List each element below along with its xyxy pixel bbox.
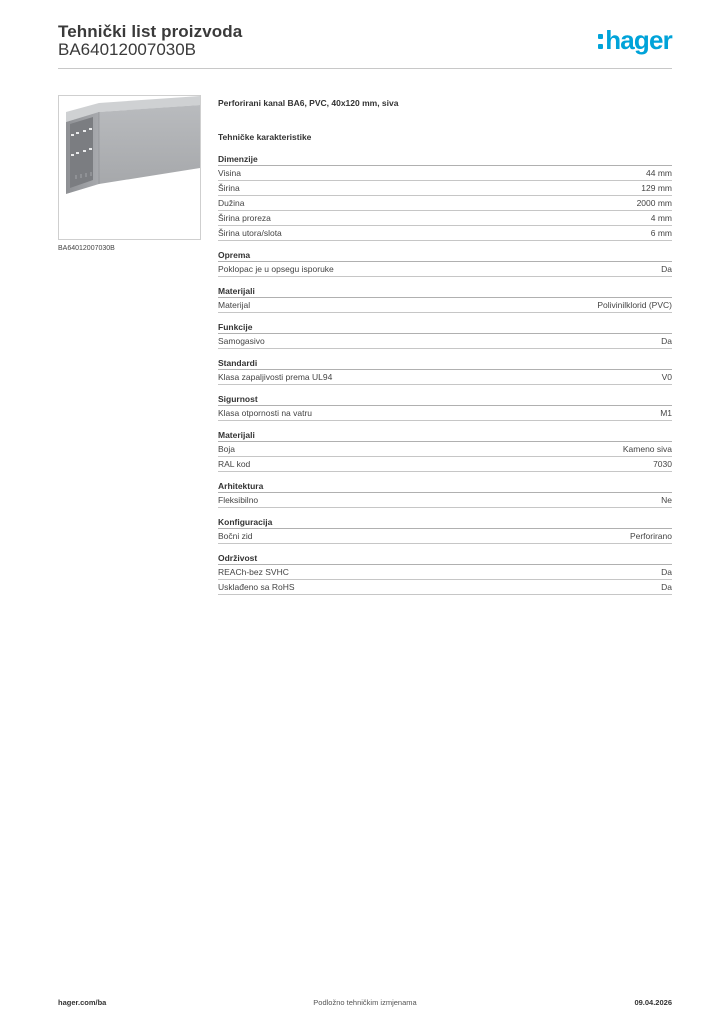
section-heading: Tehničke karakteristike <box>218 132 312 142</box>
spec-label: Širina <box>218 183 240 193</box>
page-footer <box>58 998 672 1010</box>
spec-value: Da <box>661 567 672 577</box>
spec-value: 4 mm <box>650 213 672 223</box>
logo-text: hager <box>605 25 672 55</box>
spec-value: Polivinilklorid (PVC) <box>597 300 672 310</box>
spec-row <box>218 565 672 580</box>
spec-label: REACh-bez SVHC <box>218 567 289 577</box>
logo-dots-icon <box>598 34 604 50</box>
spec-value: Da <box>661 336 672 346</box>
spec-row <box>218 529 672 544</box>
product-name: Perforirani kanal BA6, PVC, 40x120 mm, siva <box>218 98 399 108</box>
spec-group <box>218 249 672 277</box>
spec-value: Da <box>661 264 672 274</box>
spec-value: 44 mm <box>646 168 672 178</box>
spec-label: Dužina <box>218 198 245 208</box>
spec-label: Materijal <box>218 300 251 310</box>
spec-group <box>218 429 672 472</box>
spec-label: Širina utora/slota <box>218 228 282 238</box>
spec-row <box>218 442 672 457</box>
spec-value: Kameno siva <box>622 444 672 454</box>
spec-label: Širina proreza <box>218 213 271 223</box>
spec-value: Perforirano <box>629 531 672 541</box>
product-image <box>58 95 201 240</box>
product-code: BA64012007030B <box>58 40 197 59</box>
spec-group-title: Materijali <box>218 429 672 442</box>
document-header <box>58 20 672 69</box>
spec-group <box>218 321 672 349</box>
spec-row <box>218 370 672 385</box>
spec-row <box>218 406 672 421</box>
cable-trunking-illustration <box>59 96 200 239</box>
image-caption: BA64012007030B <box>58 245 115 252</box>
spec-value: V0 <box>661 372 672 382</box>
spec-row <box>218 196 672 211</box>
spec-label: Visina <box>218 168 241 178</box>
spec-group-title: Standardi <box>218 357 672 370</box>
footer-website: hager.com/ba <box>58 998 107 1007</box>
spec-value: Ne <box>661 495 672 505</box>
spec-label: Bočni zid <box>218 531 253 541</box>
spec-group <box>218 357 672 385</box>
spec-group <box>218 552 672 595</box>
spec-label: Klasa otpornosti na vatru <box>218 408 313 418</box>
spec-row <box>218 166 672 181</box>
spec-value: Da <box>661 582 672 592</box>
spec-group <box>218 393 672 421</box>
spec-label: Fleksibilno <box>218 495 259 505</box>
spec-label: Poklopac je u opsegu isporuke <box>218 264 334 274</box>
spec-row <box>218 298 672 313</box>
spec-row <box>218 262 672 277</box>
spec-group-title: Arhitektura <box>218 480 672 493</box>
spec-label: Klasa zapaljivosti prema UL94 <box>218 372 333 382</box>
spec-value: M1 <box>660 408 672 418</box>
spec-groups <box>218 153 672 595</box>
spec-group <box>218 480 672 508</box>
spec-label: RAL kod <box>218 459 251 469</box>
spec-label: Samogasivo <box>218 336 265 346</box>
spec-group-title: Održivost <box>218 552 672 565</box>
spec-row <box>218 181 672 196</box>
spec-group <box>218 153 672 241</box>
spec-value: 2000 mm <box>636 198 672 208</box>
spec-label: Usklađeno sa RoHS <box>218 582 295 592</box>
spec-value: 129 mm <box>641 183 672 193</box>
spec-group-title: Funkcije <box>218 321 672 334</box>
spec-row <box>218 334 672 349</box>
spec-group <box>218 285 672 313</box>
footer-note: Podložno tehničkim izmjenama <box>313 998 417 1007</box>
spec-row <box>218 493 672 508</box>
spec-group-title: Oprema <box>218 249 672 262</box>
spec-group-title: Materijali <box>218 285 672 298</box>
spec-value: 6 mm <box>650 228 672 238</box>
spec-row <box>218 457 672 472</box>
spec-group-title: Dimenzije <box>218 153 672 166</box>
footer-date: 09.04.2026 <box>634 998 672 1007</box>
spec-row <box>218 211 672 226</box>
spec-group-title: Konfiguracija <box>218 516 672 529</box>
spec-content <box>218 96 672 595</box>
spec-value: 7030 <box>653 459 672 469</box>
spec-row <box>218 226 672 241</box>
hager-logo <box>598 25 672 55</box>
spec-group <box>218 516 672 544</box>
spec-label: Boja <box>218 444 236 454</box>
spec-row <box>218 580 672 595</box>
spec-group-title: Sigurnost <box>218 393 672 406</box>
document-title: Tehnički list proizvoda <box>58 22 243 41</box>
